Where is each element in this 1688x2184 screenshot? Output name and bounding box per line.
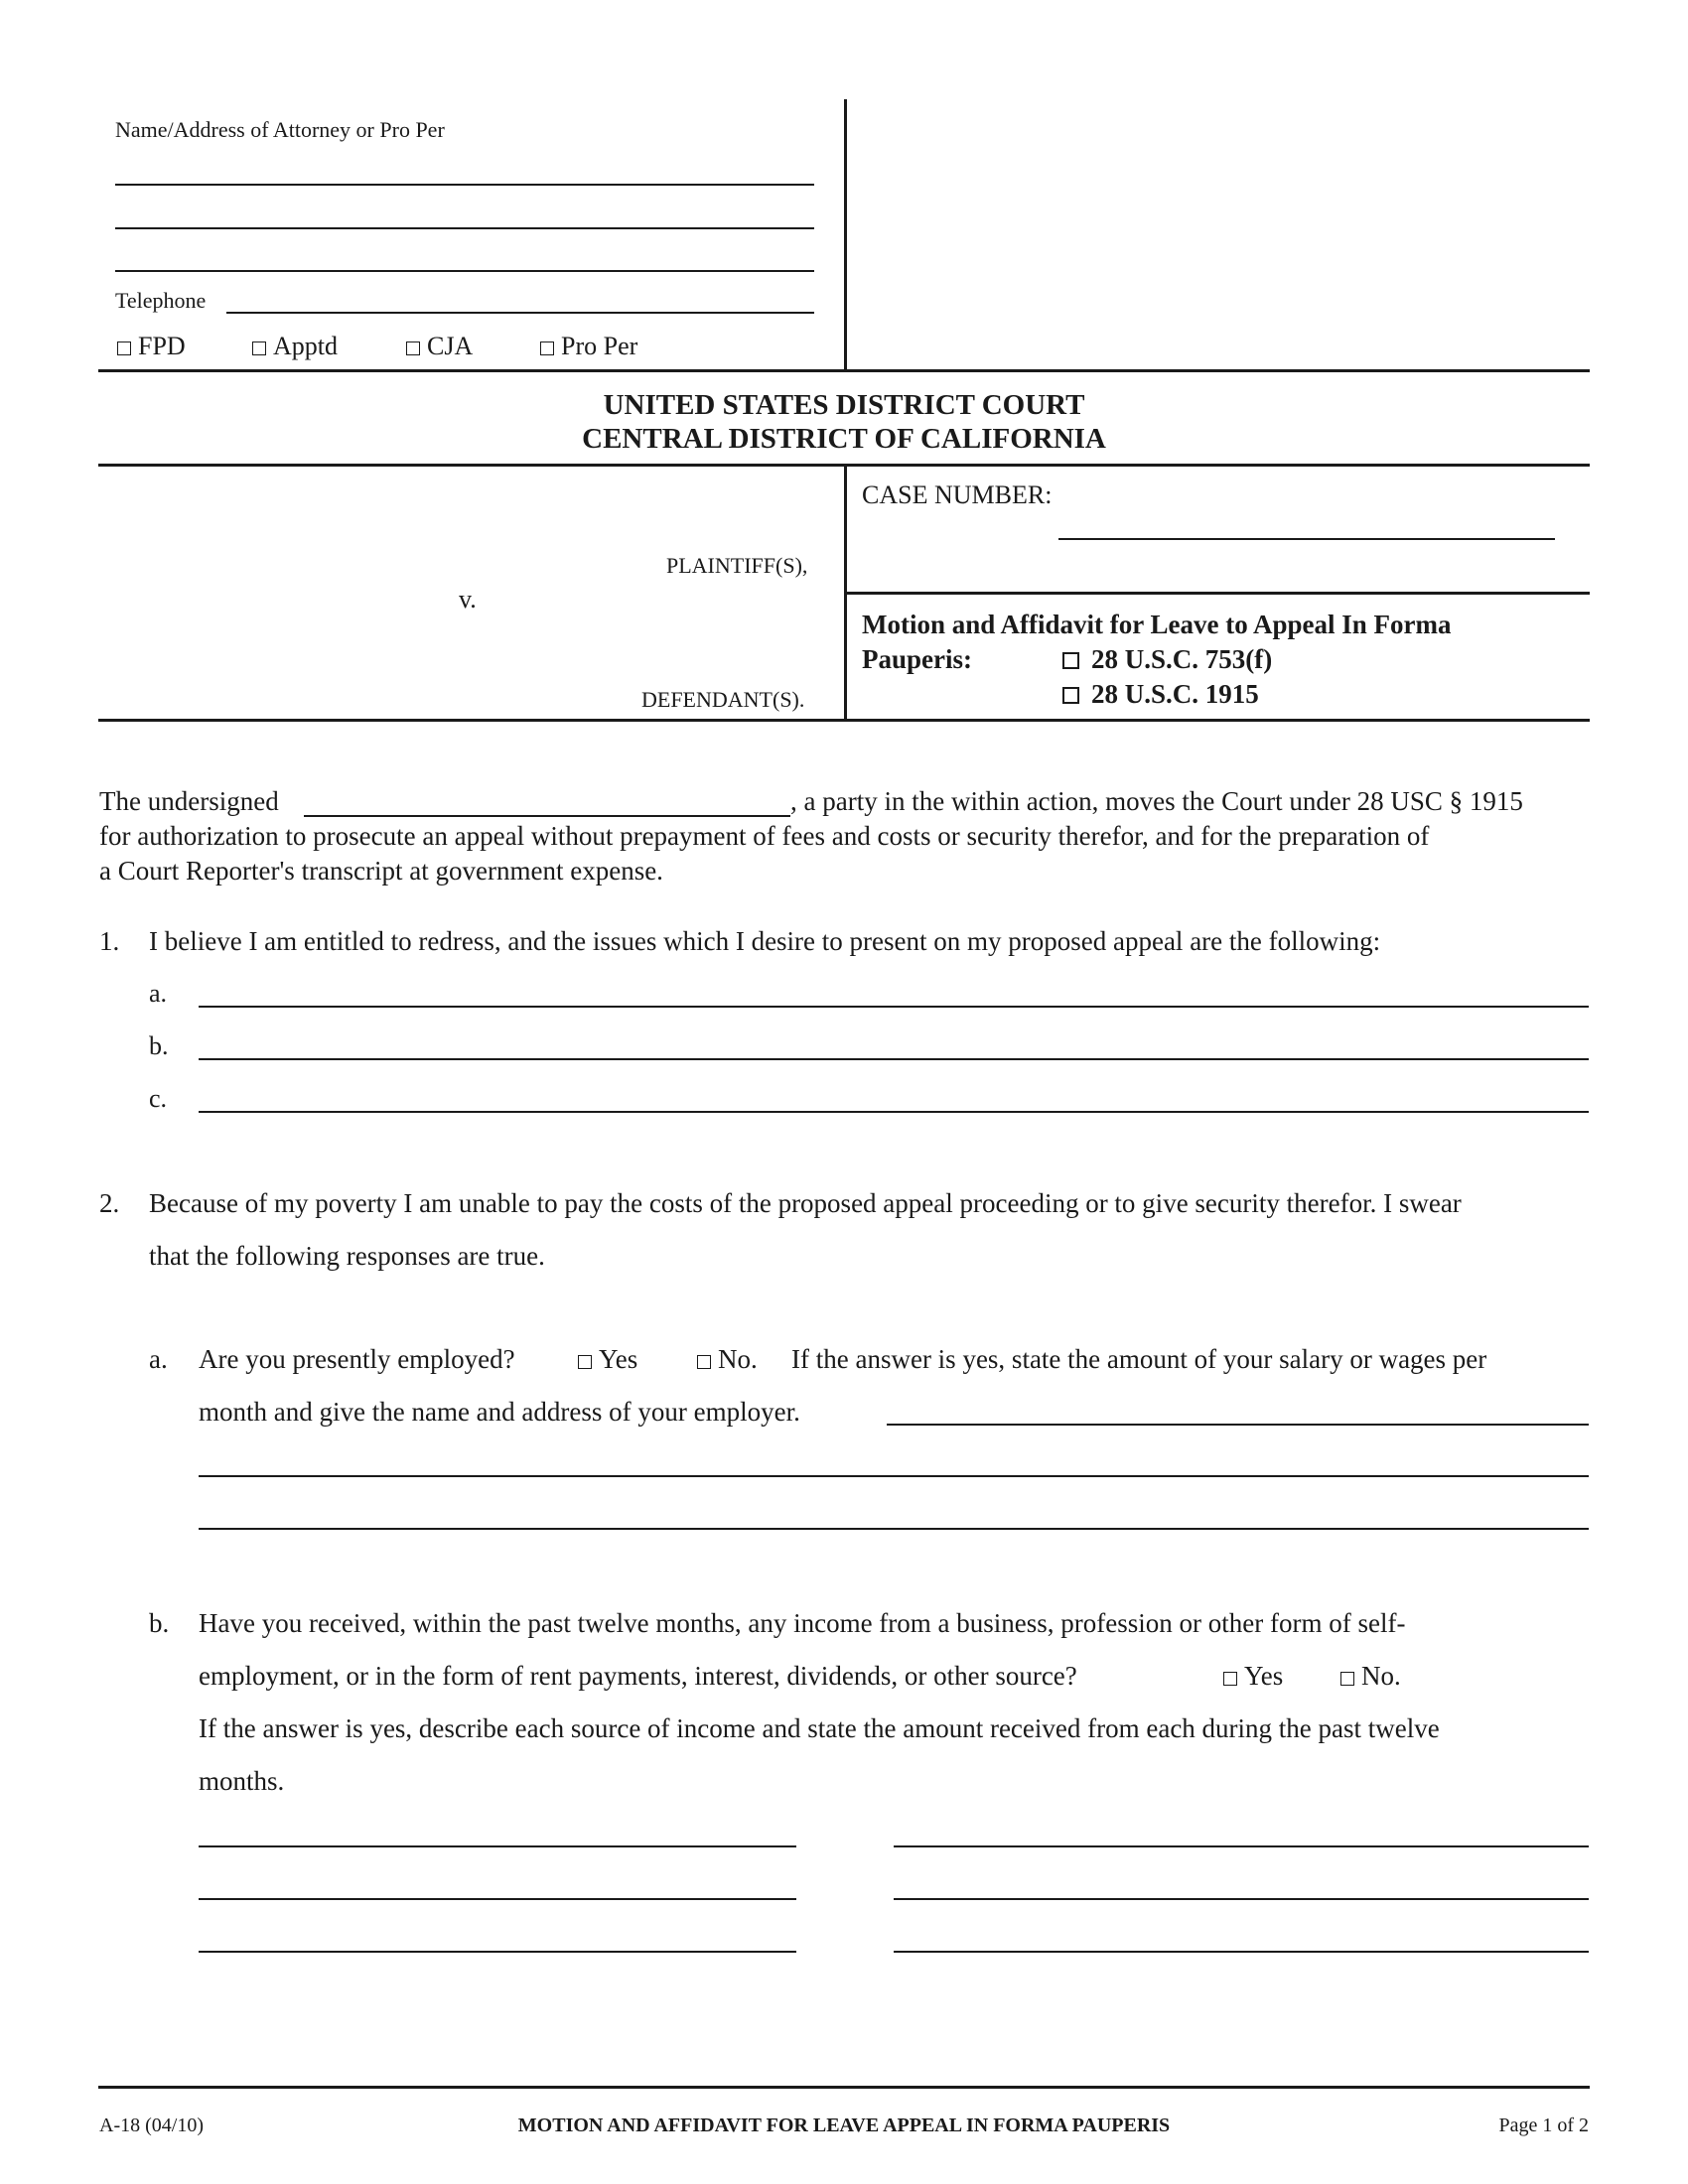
checkbox-apptd-label: Apptd <box>273 332 338 360</box>
checkbox-cja-label: CJA <box>427 332 474 360</box>
footer-form-id: A-18 (04/10) <box>99 2115 204 2136</box>
item-1-number: 1. <box>99 926 120 956</box>
attorney-label: Name/Address of Attorney or Pro Per <box>115 117 445 142</box>
item-2a-question: Are you presently employed? <box>199 1344 515 1374</box>
item-1-text: I believe I am entitled to redress, and the issues which I desire to present on my proposed appeal are the following: <box>149 926 1381 956</box>
item-2b-no-checkbox[interactable] <box>1340 1672 1354 1686</box>
statute-1915-checkbox[interactable] <box>1062 687 1079 704</box>
checkbox-apptd-box[interactable] <box>252 341 266 355</box>
income-source-right-2[interactable] <box>894 1898 1589 1900</box>
checkbox-cja[interactable] <box>406 332 473 361</box>
footer-title: MOTION AND AFFIDAVIT FOR LEAVE APPEAL IN FORMA PAUPERIS <box>517 2115 1171 2136</box>
checkbox-apptd[interactable] <box>252 332 338 361</box>
case-number-label: CASE NUMBER: <box>862 480 1053 509</box>
checkbox-fpd[interactable] <box>117 332 186 361</box>
plaintiff-label: PLAINTIFF(S), <box>666 553 808 578</box>
item-2b-label: b. <box>149 1608 170 1638</box>
item-2a-yes-label: Yes <box>599 1344 638 1374</box>
item-1c-field[interactable] <box>199 1111 1589 1113</box>
income-source-left-3[interactable] <box>199 1951 796 1953</box>
item-2a-followup: If the answer is yes, state the amount of your salary or wages per <box>791 1344 1487 1374</box>
item-2b-line-1: Have you received, within the past twelve months, any income from a business, profession or other form of self- <box>199 1608 1406 1638</box>
item-2b-line-4: months. <box>199 1766 285 1796</box>
income-source-right-1[interactable] <box>894 1845 1589 1847</box>
item-2a-line-2: month and give the name and address of your employer. <box>199 1397 800 1427</box>
case-number-bottom-rule <box>844 592 1590 595</box>
statute-option-753f[interactable] <box>1062 644 1272 675</box>
item-2a-yes-checkbox[interactable] <box>578 1355 592 1369</box>
item-1b-field[interactable] <box>199 1058 1589 1060</box>
employer-field-1[interactable] <box>887 1424 1589 1426</box>
income-source-right-3[interactable] <box>894 1951 1589 1953</box>
statute-753f-checkbox[interactable] <box>1062 652 1079 669</box>
checkbox-pro-per-box[interactable] <box>540 341 554 355</box>
item-2b-yes-checkbox[interactable] <box>1223 1672 1237 1686</box>
versus-label: v. <box>459 585 477 614</box>
intro-prefix: The undersigned <box>99 786 279 816</box>
footer-rule <box>98 2086 1590 2089</box>
defendant-label: DEFENDANT(S). <box>641 687 805 712</box>
telephone-label: Telephone <box>115 288 207 313</box>
footer-page-number: Page 1 of 2 <box>1498 2115 1589 2136</box>
item-2-line-2: that the following responses are true. <box>149 1241 545 1271</box>
income-source-left-1[interactable] <box>199 1845 796 1847</box>
item-2a-no[interactable] <box>697 1344 758 1375</box>
header-bottom-rule <box>98 369 1590 372</box>
item-2b-no-label: No. <box>1361 1661 1401 1691</box>
item-2-line-1: Because of my poverty I am unable to pay the costs of the proposed appeal proceeding or to give security therefor. I swear <box>149 1188 1462 1218</box>
item-2a-no-label: No. <box>718 1344 758 1374</box>
item-2b-line-3: If the answer is yes, describe each source of income and state the amount received from each during the past twelve <box>199 1713 1440 1743</box>
item-2b-no[interactable] <box>1340 1661 1401 1692</box>
checkbox-fpd-box[interactable] <box>117 341 131 355</box>
checkbox-cja-box[interactable] <box>406 341 420 355</box>
statute-753f-label: 28 U.S.C. 753(f) <box>1091 644 1273 674</box>
undersigned-name-field[interactable] <box>304 815 790 817</box>
item-2a-label: a. <box>149 1344 168 1374</box>
motion-title-line-2: Pauperis: <box>862 644 972 674</box>
intro-suffix: , a party in the within action, moves the Court under 28 USC § 1915 <box>790 786 1523 816</box>
header-divider <box>844 99 847 369</box>
checkbox-pro-per[interactable] <box>540 332 637 361</box>
item-1a-field[interactable] <box>199 1006 1589 1008</box>
intro-line-3: a Court Reporter's transcript at government expense. <box>99 856 663 886</box>
case-number-field[interactable] <box>1058 538 1555 540</box>
item-2a-yes[interactable] <box>578 1344 637 1375</box>
caption-bottom-rule <box>98 719 1590 722</box>
item-1b-label: b. <box>149 1031 169 1060</box>
statute-1915-label: 28 U.S.C. 1915 <box>1091 679 1259 709</box>
employer-field-3[interactable] <box>199 1528 1589 1530</box>
attorney-line-3[interactable] <box>115 270 814 272</box>
item-2a-no-checkbox[interactable] <box>697 1355 711 1369</box>
item-2b-line-2: employment, or in the form of rent payments, interest, dividends, or other source? <box>199 1661 1077 1691</box>
checkbox-fpd-label: FPD <box>138 332 186 360</box>
item-2-number: 2. <box>99 1188 120 1218</box>
court-title-line-2: CENTRAL DISTRICT OF CALIFORNIA <box>582 423 1106 455</box>
statute-option-1915[interactable] <box>1062 679 1259 710</box>
item-2b-yes[interactable] <box>1223 1661 1283 1692</box>
attorney-line-1[interactable] <box>115 184 814 186</box>
checkbox-pro-per-label: Pro Per <box>561 332 638 360</box>
item-2b-yes-label: Yes <box>1244 1661 1284 1691</box>
income-source-left-2[interactable] <box>199 1898 796 1900</box>
item-1c-label: c. <box>149 1084 168 1113</box>
telephone-field[interactable] <box>226 312 814 314</box>
motion-title-line-1: Motion and Affidavit for Leave to Appeal In Forma <box>862 610 1452 639</box>
employer-field-2[interactable] <box>199 1475 1589 1477</box>
attorney-line-2[interactable] <box>115 227 814 229</box>
court-title-line-1: UNITED STATES DISTRICT COURT <box>603 389 1085 421</box>
intro-line-2: for authorization to prosecute an appeal without prepayment of fees and costs or security therefor, and for the preparation of <box>99 821 1430 851</box>
item-1a-label: a. <box>149 979 168 1008</box>
